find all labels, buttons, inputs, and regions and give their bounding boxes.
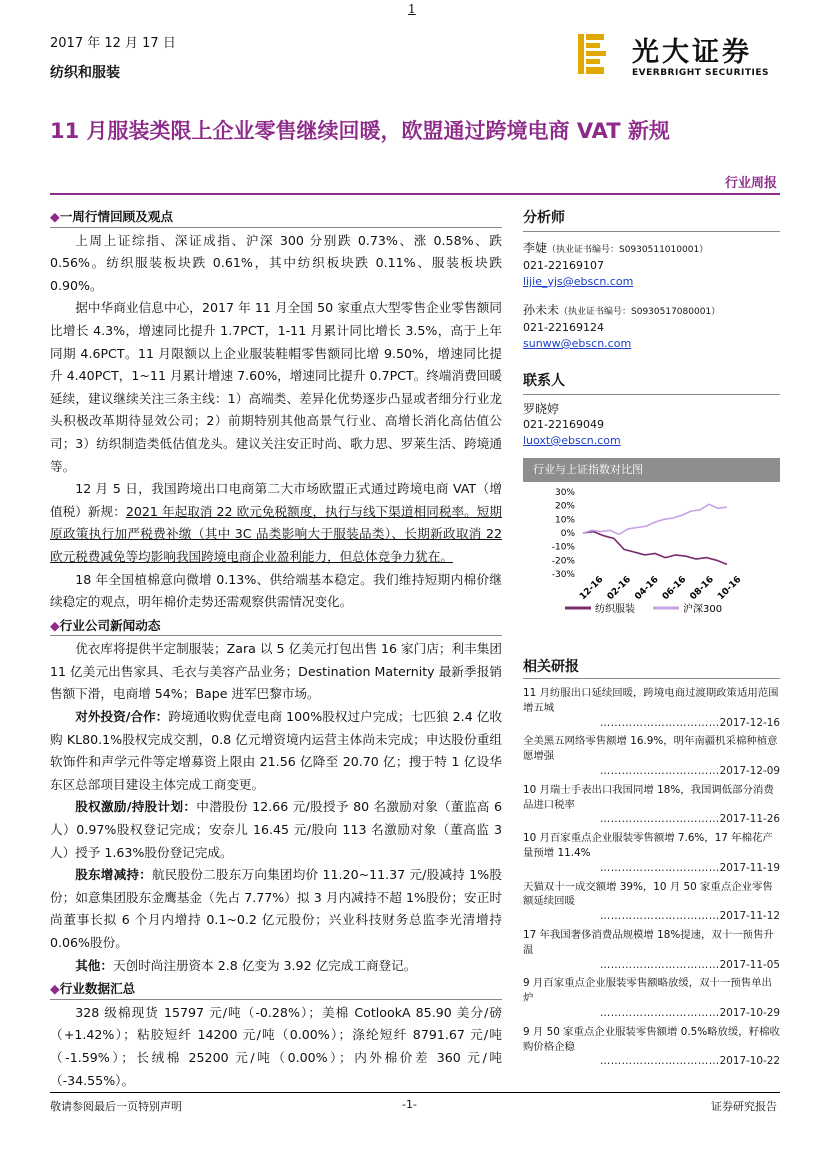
- y-tick-label: 0%: [560, 529, 575, 539]
- paragraph: 12 月 5 日，我国跨境出口电商第二大市场欧盟正式通过跨境电商 VAT（增值税）新规：2021 年起取消 22 欧元免税额度，执行与线下渠道相同税率。短期原政策执行加严税费补缴（其中 3C 品类影响大于服装品类）、长期新政取消 22 欧元税费减免等均影响我国跨境电商企业盈利能力，但总体竞争力犹在。: [50, 481, 502, 564]
- research-item-date-line: [523, 812, 780, 827]
- footer-page-number: -1-: [402, 1098, 417, 1111]
- research-item-date-line: [523, 909, 780, 924]
- analyst-card: [523, 240, 780, 290]
- legend-label: 纺织服装: [595, 604, 635, 615]
- page-marker: 1: [408, 2, 416, 16]
- research-item[interactable]: [523, 734, 780, 778]
- title-divider: [50, 193, 780, 195]
- x-tick-label: 04-16: [633, 574, 661, 603]
- section-heading: ◆行业公司新闻动态: [50, 617, 161, 633]
- research-item-title: 17 年我国奢侈消费品规模增 18%提速，双十一预售升温: [523, 928, 774, 956]
- analyst-email[interactable]: lijie_yjs@ebscn.com: [523, 275, 634, 288]
- research-item-date: 2017-11-05: [719, 958, 780, 971]
- analyst-card: [523, 302, 780, 352]
- research-item-date: 2017-11-26: [719, 813, 780, 826]
- research-item[interactable]: [523, 686, 780, 730]
- research-item-date-line: [523, 1006, 780, 1021]
- analyst-phone: 021-22169124: [523, 321, 604, 334]
- research-item[interactable]: [523, 976, 780, 1020]
- contact-email[interactable]: luoxt@ebscn.com: [523, 434, 621, 447]
- dot-leader: ……………………………: [599, 1006, 720, 1019]
- dot-leader: ……………………………: [599, 764, 720, 777]
- brand-logo-icon: [578, 34, 608, 74]
- legend-label: 沪深300: [683, 604, 723, 615]
- analyst-email[interactable]: sunww@ebscn.com: [523, 337, 632, 350]
- research-item-date-line: [523, 1054, 780, 1069]
- analyst-panel: [523, 205, 780, 449]
- research-item-date-line: [523, 716, 780, 731]
- research-item-title: 天猫双十一成交额增 39%，10 月 50 家重点企业零售额延续回暖: [523, 880, 773, 908]
- contact-name: 罗晓婷: [523, 402, 560, 416]
- analyst-phone: 021-22169107: [523, 259, 604, 272]
- paragraph: 上周上证综指、深证成指、沪深 300 分别跌 0.73%、涨 0.58%、跌 0.56%。纺织服装板块跌 0.61%，其中纺织板块跌 0.11%、服装板块跌 0.90%。: [50, 232, 502, 293]
- sector-label: 纺织和服装: [50, 65, 120, 81]
- x-tick-label: 12-16: [578, 574, 606, 603]
- dot-leader: ……………………………: [599, 813, 720, 826]
- research-item-date: 2017-10-29: [719, 1006, 780, 1019]
- chart-title: 行业与上证指数对比图: [523, 458, 780, 482]
- research-item[interactable]: [523, 928, 780, 972]
- research-item-date: 2017-11-19: [719, 861, 780, 874]
- analyst-name: 孙未未: [523, 303, 560, 317]
- research-item-title: 9 月 50 家重点企业服装零售额增 0.5%略放缓，籽棉收购价格企稳: [523, 1025, 780, 1053]
- research-item-title: 11 月纺服出口延续回暖，跨境电商过渡期政策适用范围增五城: [523, 687, 779, 714]
- paragraph: 18 年全国植棉意向微增 0.13%、供给端基本稳定。我们维持短期内棉价继续稳定的观点，明年棉价走势还需观察供需情况变化。: [50, 571, 502, 610]
- contact-heading: 联系人: [523, 373, 565, 389]
- dot-leader: ……………………………: [599, 958, 720, 971]
- comparison-chart: [523, 458, 780, 638]
- contact-phone: 021-22169049: [523, 418, 604, 431]
- research-list: [523, 686, 780, 1073]
- research-item[interactable]: [523, 831, 780, 875]
- footer-divider: [50, 1092, 780, 1093]
- heading-divider: [523, 394, 780, 395]
- y-tick-label: 10%: [554, 515, 575, 526]
- research-item-title: 9 月百家重点企业服装零售额略放缓，双十一预售单出炉: [523, 977, 772, 1005]
- research-item-title: 全美黑五网络零售额增 16.9%，明年南疆机采棉种植意愿增强: [523, 735, 778, 763]
- research-item[interactable]: [523, 783, 780, 827]
- research-item-date: 2017-10-22: [719, 1055, 780, 1068]
- research-item-date: 2017-12-09: [719, 764, 780, 777]
- dot-leader: ……………………………: [599, 1055, 720, 1068]
- paragraph: 股权激励/持股计划：中潜股份 12.66 元/股授予 80 名激励对象（董监高 6 人）0.97%股权登记完成；安奈儿 16.45 元/股向 113 名激励对象（董高监 3 人）授予 1.63%股份登记完成。: [50, 799, 502, 860]
- research-item-date-line: [523, 861, 780, 876]
- main-body: [50, 205, 502, 1092]
- chart-plot: [523, 482, 780, 638]
- heading-divider: [523, 231, 780, 232]
- x-tick-label: 06-16: [660, 574, 689, 603]
- research-item-date: 2017-11-12: [719, 910, 780, 923]
- dot-leader: ……………………………: [599, 910, 720, 923]
- section-heading: ◆行业数据汇总: [50, 981, 136, 997]
- analyst-heading: 分析师: [523, 210, 565, 226]
- research-item[interactable]: [523, 1025, 780, 1069]
- analyst-license: （执业证书编号：S0930517080001）: [559, 307, 721, 317]
- research-item-date-line: [523, 764, 780, 779]
- series-line-1: [583, 504, 727, 534]
- research-item-date-line: [523, 958, 780, 973]
- section-heading: ◆一周行情回顾及观点: [50, 209, 174, 224]
- x-tick-label: 08-16: [688, 574, 716, 603]
- x-tick-label: 10-16: [716, 574, 744, 603]
- research-item-title: 10 月瑞士手表出口我国同增 18%，我国调低部分消费品进口税率: [523, 783, 774, 811]
- paragraph: 优衣库将提供半定制服装；Zara 以 5 亿美元打包出售 16 家门店；利丰集团 11 亿美元出售家具、毛衣与美容产品业务；Destination Maternity 最新季报销售额下滑，电商增 54%；Bape 进军巴黎市场。: [50, 641, 502, 702]
- paragraph: 股东增减持：航民股份二股东万向集团均价 11.20~11.37 元/股减持 1%股份；如意集团股东金鹰基金（先占 7.77%）拟 3 月内减持不超 1%股份；安正时尚董事长拟 6 个月内增持 0.1~0.2 亿元股份；兴业科技财务总监李光清增持 0.06%股份。: [50, 867, 503, 950]
- brand-name-en: EVERBRIGHT SECURITIES: [632, 68, 769, 78]
- y-tick-label: -30%: [551, 570, 575, 580]
- footer-disclaimer: 敬请参阅最后一页特别声明: [50, 1100, 182, 1113]
- analyst-license: （执业证书编号：S0930511010001）: [547, 245, 709, 255]
- paragraph: 对外投资/合作：跨境通收购优壹电商 100%股权过户完成；七匹狼 2.4 亿收购 KL80.1%股权完成交割，0.8 亿元增资境内运营主体尚未完成；申达股份重组软饰件和声学元件等定增募资上限由 21.56 亿降至 20.70 亿；搜于特 1 亿设华东区总部项目建设主体完成工商变更。: [50, 709, 502, 792]
- research-item[interactable]: [523, 880, 780, 924]
- y-tick-label: -10%: [551, 542, 575, 553]
- analyst-name: 李婕: [523, 241, 548, 255]
- y-tick-label: 20%: [554, 501, 575, 512]
- heading-divider: [523, 678, 780, 679]
- research-item-date: 2017-12-16: [719, 716, 780, 729]
- x-tick-label: 02-16: [605, 574, 634, 603]
- diamond-icon: ◆: [50, 617, 60, 633]
- y-tick-label: -20%: [551, 556, 575, 567]
- diamond-icon: ◆: [50, 981, 60, 997]
- dot-leader: ……………………………: [599, 861, 720, 874]
- paragraph: 328 级棉现货 15797 元/吨（-0.28%）；美棉 CotlookA 85.90 美分/磅（+1.42%）；粘胶短纤 14200 元/吨（0.00%）；涤纶短纤 8791.67 元/吨（-1.59%）；长绒棉 25200 元/吨（0.00%）；内外棉价差 360 元/吨（-34.55%）。: [50, 1004, 502, 1088]
- diamond-icon: ◆: [50, 209, 60, 224]
- underlined-text: 2021 年起取消 22 欧元免税额度，执行与线下渠道相同税率。短期原政策执行加严税费补缴（其中 3C 品类影响大于服装品类）、长期新政取消 22 欧元税费减免等均影响我国跨境电商企业盈利能力，但总体竞争力犹在。: [50, 503, 502, 564]
- report-date: 2017 年 12 月 17 日: [50, 36, 176, 51]
- research-heading: 相关研报: [523, 659, 579, 675]
- paragraph: 据中华商业信息中心，2017 年 11 月全国 50 家重点大型零售企业零售额同比增长 4.3%，增速同比提升 1.7PCT，1-11 月累计同比增长 3.5%，高于上年同期 4.6PCT。11 月限额以上企业服装鞋帽零售额同比增 9.50%，增速同比提升 4.40PCT，1~11 月累计增速 7.60%，增速同比提升 0.7PCT。终端消费回暖延续，建议继续关注三条主线：1）高端类、差异化优势逐步凸显或者细分行业龙头积极改革期待显效公司；2）前期特别其他高景气行业、高增长消化高估值公司；3）纺织制造类低估值龙头。建议关注安正时尚、歌力思、罗莱生活、跨境通等。: [50, 300, 502, 474]
- y-tick-label: 30%: [554, 488, 575, 498]
- page-title: 11 月服装类限上企业零售继续回暖，欧盟通过跨境电商 VAT 新规: [50, 119, 670, 143]
- report-type: 行业周报: [724, 176, 777, 191]
- contact-card: [523, 401, 780, 449]
- series-line-0: [583, 532, 727, 565]
- research-item-title: 10 月百家重点企业服装零售额增 7.6%，17 年棉花产量预增 11.4%: [523, 832, 773, 859]
- paragraph: 其他：天创时尚注册资本 2.8 亿变为 3.92 亿完成工商登记。: [75, 957, 417, 973]
- brand-name-cn: 光大证券: [632, 37, 752, 68]
- footer-report-label: 证券研究报告: [711, 1100, 777, 1113]
- dot-leader: ……………………………: [599, 716, 720, 729]
